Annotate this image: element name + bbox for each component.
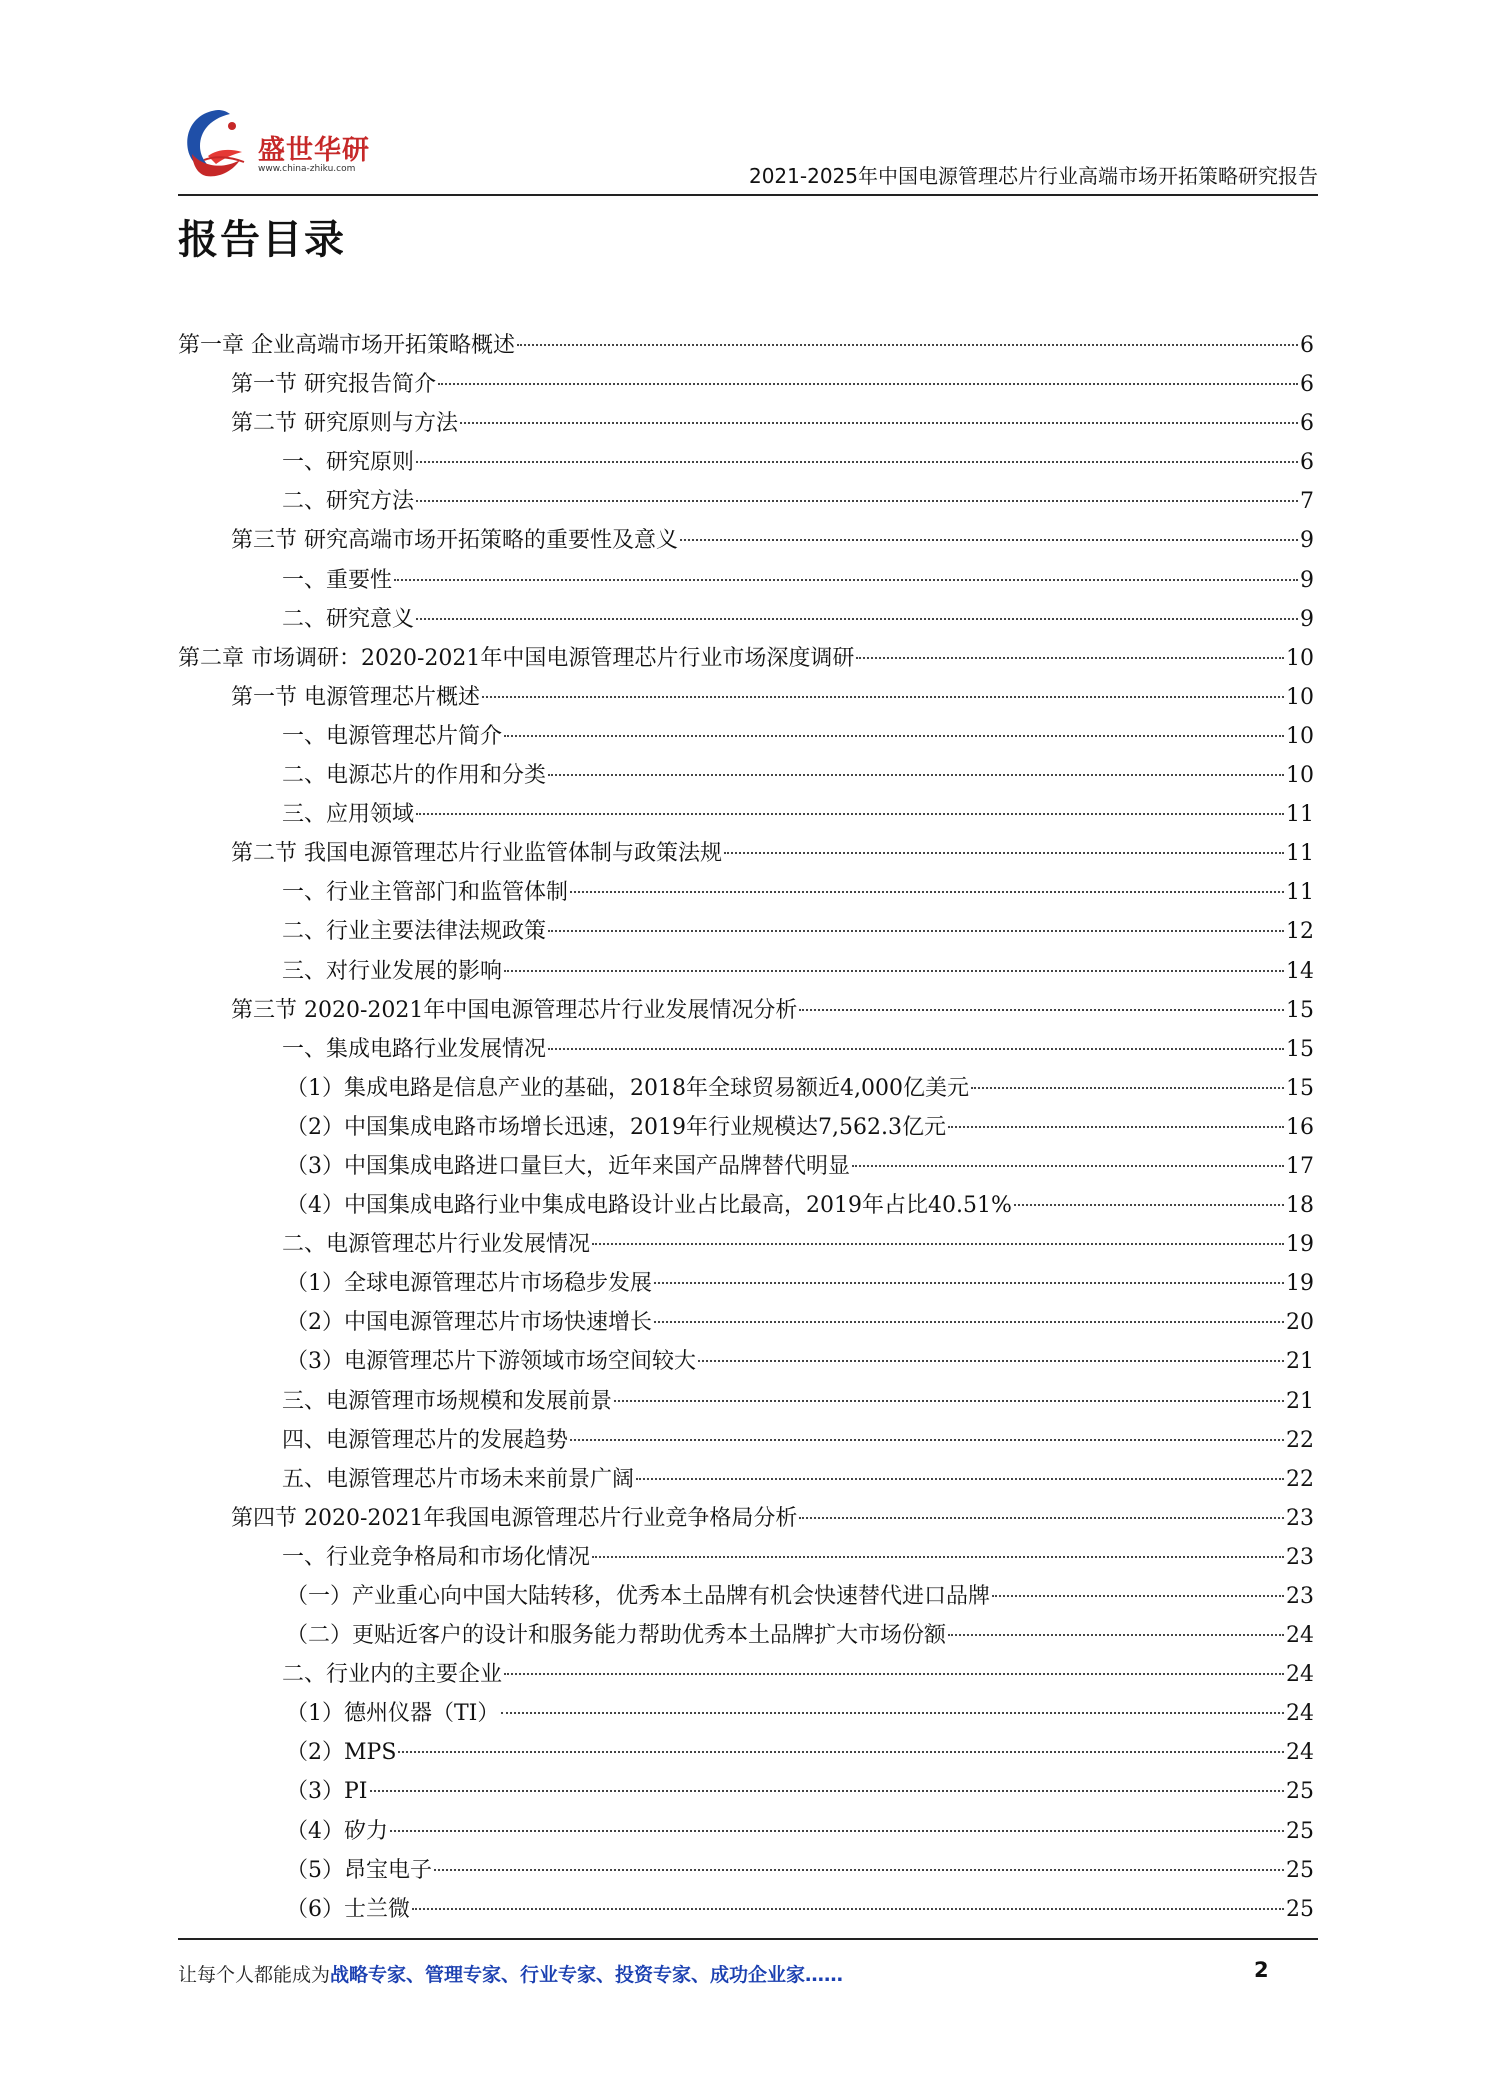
toc-dot-leader <box>548 928 1284 932</box>
toc-dot-leader <box>416 498 1298 502</box>
toc-entry-page: 6 <box>1300 333 1314 358</box>
toc-entry-page: 19 <box>1286 1232 1314 1258</box>
toc-entry-text: 第一章 企业高端市场开拓策略概述 <box>178 333 515 358</box>
toc-entry[interactable] <box>178 1421 1314 1460</box>
toc-entry-text: （1）德州仪器（TI） <box>286 1701 500 1727</box>
toc-entry[interactable] <box>178 1303 1314 1342</box>
toc-entry-text: （4）矽力 <box>286 1818 388 1844</box>
toc-entry-text: 第三节 2020-2021年中国电源管理芯片行业发展情况分析 <box>231 997 798 1023</box>
toc-entry-text: （6）士兰微 <box>286 1896 410 1922</box>
logo-name: 盛世华研 <box>258 135 370 166</box>
toc-entry-page: 10 <box>1286 723 1314 749</box>
logo-url: www.china-zhiku.com <box>258 164 356 174</box>
toc-entry[interactable] <box>178 1577 1314 1616</box>
toc-entry-page: 15 <box>1286 997 1314 1023</box>
toc-entry[interactable] <box>178 600 1314 639</box>
toc-entry-text: 三、对行业发展的影响 <box>282 958 503 984</box>
toc-entry-page: 11 <box>1286 880 1314 906</box>
toc-dot-leader <box>504 1671 1284 1675</box>
toc-entry-page: 9 <box>1300 606 1314 632</box>
toc-dot-leader <box>799 1515 1284 1519</box>
toc-entry[interactable] <box>178 678 1314 717</box>
toc-entry-page: 16 <box>1286 1114 1314 1140</box>
toc-entry-page: 6 <box>1300 411 1314 437</box>
toc-entry-page: 19 <box>1286 1271 1314 1297</box>
toc-dot-leader <box>948 1632 1284 1636</box>
toc-dot-leader <box>570 889 1284 893</box>
toc-dot-leader <box>654 1280 1284 1284</box>
toc-entry-page: 14 <box>1286 958 1314 984</box>
toc-dot-leader <box>482 694 1284 698</box>
toc-dot-leader <box>724 850 1284 854</box>
toc-entry-page: 7 <box>1300 489 1314 515</box>
toc-entry[interactable] <box>178 1069 1314 1108</box>
toc-entry-text: （二）更贴近客户的设计和服务能力帮助优秀本土品牌扩大市场份额 <box>286 1623 947 1649</box>
footer-slogan <box>178 1960 843 1987</box>
toc-entry-text: 二、电源管理芯片行业发展情况 <box>282 1232 591 1258</box>
toc-dot-leader <box>504 733 1284 737</box>
toc-entry-text: （3）中国集成电路进口量巨大，近年来国产品牌替代明显 <box>286 1153 850 1179</box>
toc-entry-page: 12 <box>1286 919 1314 945</box>
toc-entry[interactable] <box>178 1851 1314 1890</box>
toc-entry-text: 二、电源芯片的作用和分类 <box>282 763 547 789</box>
footer-slogan-suffix: …… <box>805 1964 844 1986</box>
toc-entry[interactable] <box>178 404 1314 443</box>
toc-entry[interactable] <box>178 1694 1314 1733</box>
toc-dot-leader <box>570 1437 1284 1441</box>
toc-dot-leader <box>416 459 1298 463</box>
toc-entry-page: 15 <box>1286 1036 1314 1062</box>
toc-dot-leader <box>680 537 1298 541</box>
toc-entry-text: 五、电源管理芯片市场未来前景广阔 <box>282 1466 635 1492</box>
toc-entry-text: 二、研究意义 <box>282 606 415 632</box>
page-number: 2 <box>1254 1958 1269 1982</box>
report-title: 2021-2025年中国电源管理芯片行业高端市场开拓策略研究报告 <box>748 164 1318 188</box>
toc-entry[interactable] <box>178 1655 1314 1694</box>
toc-dot-leader <box>548 772 1284 776</box>
toc-entry-page: 9 <box>1300 528 1314 554</box>
toc-entry[interactable] <box>178 834 1314 873</box>
toc-dot-leader <box>416 811 1284 815</box>
table-of-contents <box>178 326 1314 1929</box>
header-divider <box>178 194 1318 196</box>
toc-entry-text: 三、电源管理市场规模和发展前景 <box>282 1388 613 1414</box>
toc-entry-page: 17 <box>1286 1153 1314 1179</box>
toc-entry-page: 24 <box>1286 1701 1314 1727</box>
toc-entry[interactable] <box>178 365 1314 404</box>
toc-entry[interactable] <box>178 717 1314 756</box>
footer-slogan-prefix: 让每个人都能成为 <box>178 1964 331 1986</box>
toc-entry[interactable] <box>178 1342 1314 1381</box>
toc-entry-page: 10 <box>1286 763 1314 789</box>
toc-entry-page: 25 <box>1286 1779 1314 1805</box>
toc-entry-text: 一、集成电路行业发展情况 <box>282 1036 547 1062</box>
toc-entry-text: 一、行业竞争格局和市场化情况 <box>282 1544 591 1570</box>
toc-dot-leader <box>517 342 1298 346</box>
toc-entry-page: 10 <box>1286 645 1314 671</box>
toc-dot-leader <box>501 1710 1284 1714</box>
toc-entry[interactable] <box>178 1225 1314 1264</box>
toc-entry[interactable] <box>178 1616 1314 1655</box>
toc-entry-page: 24 <box>1286 1623 1314 1649</box>
toc-entry-page: 15 <box>1286 1075 1314 1101</box>
toc-entry-text: 二、研究方法 <box>282 489 415 515</box>
toc-entry[interactable] <box>178 756 1314 795</box>
toc-dot-leader <box>992 1593 1284 1597</box>
toc-entry[interactable] <box>178 1733 1314 1772</box>
toc-entry[interactable] <box>178 1812 1314 1851</box>
toc-entry-page: 18 <box>1286 1193 1314 1219</box>
toc-dot-leader <box>592 1241 1284 1245</box>
toc-entry-text: 第二节 研究原则与方法 <box>231 411 458 437</box>
toc-dot-leader <box>548 1046 1284 1050</box>
page-header <box>178 104 1318 196</box>
toc-entry[interactable] <box>178 1030 1314 1069</box>
toc-dot-leader <box>412 1906 1284 1910</box>
toc-entry-text: 三、应用领域 <box>282 802 415 828</box>
toc-entry[interactable] <box>178 482 1314 521</box>
toc-entry-page: 25 <box>1286 1857 1314 1883</box>
toc-entry-text: （一）产业重心向中国大陆转移，优秀本土品牌有机会快速替代进口品牌 <box>286 1584 991 1609</box>
toc-entry-page: 25 <box>1286 1896 1314 1922</box>
toc-entry-text: （4）中国集成电路行业中集成电路设计业占比最高，2019年占比40.51% <box>286 1193 1012 1219</box>
toc-entry-text: 第四节 2020-2021年我国电源管理芯片行业竞争格局分析 <box>231 1505 798 1531</box>
toc-entry[interactable] <box>178 1147 1314 1186</box>
footer-slogan-emphasis: 战略专家、管理专家、行业专家、投资专家、成功企业家 <box>330 1964 806 1986</box>
toc-entry-text: 四、电源管理芯片的发展趋势 <box>282 1427 569 1453</box>
toc-entry[interactable] <box>178 1499 1314 1538</box>
toc-entry[interactable] <box>178 1890 1314 1929</box>
toc-entry-page: 23 <box>1286 1584 1314 1609</box>
toc-entry-page: 24 <box>1286 1662 1314 1688</box>
toc-entry-text: 一、行业主管部门和监管体制 <box>282 880 569 906</box>
toc-entry-page: 22 <box>1286 1427 1314 1453</box>
toc-dot-leader <box>592 1554 1284 1558</box>
toc-entry-text: （1）全球电源管理芯片市场稳步发展 <box>286 1271 652 1297</box>
toc-entry[interactable] <box>178 1186 1314 1225</box>
toc-entry[interactable] <box>178 326 1314 365</box>
logo-swoosh-icon <box>178 104 258 188</box>
toc-entry-text: 第一节 电源管理芯片概述 <box>231 684 480 710</box>
toc-entry-text: （3）PI <box>286 1779 368 1805</box>
toc-dot-leader <box>434 1867 1284 1871</box>
toc-dot-leader <box>1014 1202 1284 1206</box>
toc-dot-leader <box>971 1085 1284 1089</box>
toc-entry-page: 6 <box>1300 372 1314 398</box>
toc-dot-leader <box>460 420 1298 424</box>
toc-entry[interactable] <box>178 873 1314 912</box>
toc-entry-text: 一、重要性 <box>282 567 393 593</box>
toc-entry[interactable] <box>178 795 1314 834</box>
toc-entry-page: 23 <box>1286 1544 1314 1570</box>
toc-entry-text: （2）中国集成电路市场增长迅速，2019年行业规模达7,562.3亿元 <box>286 1114 946 1140</box>
toc-entry-text: 第二章 市场调研：2020-2021年中国电源管理芯片行业市场深度调研 <box>178 645 855 671</box>
toc-entry[interactable] <box>178 1772 1314 1811</box>
toc-entry[interactable] <box>178 1108 1314 1147</box>
toc-entry-text: 第一节 研究报告简介 <box>231 372 436 398</box>
toc-dot-leader <box>852 1163 1284 1167</box>
toc-entry[interactable] <box>178 1382 1314 1421</box>
toc-entry-page: 20 <box>1286 1310 1314 1336</box>
toc-dot-leader <box>438 381 1298 385</box>
toc-entry-text: 一、电源管理芯片简介 <box>282 723 503 749</box>
footer-divider <box>178 1938 1318 1940</box>
toc-dot-leader <box>654 1319 1284 1323</box>
toc-dot-leader <box>398 1749 1284 1753</box>
toc-entry-text: （1）集成电路是信息产业的基础，2018年全球贸易额近4,000亿美元 <box>286 1075 969 1101</box>
toc-entry[interactable] <box>178 521 1314 560</box>
toc-entry[interactable] <box>178 561 1314 600</box>
toc-dot-leader <box>614 1398 1284 1402</box>
toc-dot-leader <box>416 616 1298 620</box>
toc-entry-page: 25 <box>1286 1818 1314 1844</box>
toc-entry[interactable] <box>178 952 1314 991</box>
toc-entry[interactable] <box>178 1264 1314 1303</box>
toc-entry[interactable] <box>178 443 1314 482</box>
toc-entry-page: 21 <box>1286 1388 1314 1414</box>
toc-dot-leader <box>370 1788 1285 1792</box>
toc-entry-page: 9 <box>1300 567 1314 593</box>
toc-dot-leader <box>698 1358 1284 1362</box>
toc-entry-text: 第二节 我国电源管理芯片行业监管体制与政策法规 <box>231 841 722 867</box>
toc-entry-page: 24 <box>1286 1740 1314 1766</box>
toc-entry-page: 22 <box>1286 1466 1314 1492</box>
toc-entry-page: 10 <box>1286 684 1314 710</box>
toc-entry[interactable] <box>178 912 1314 951</box>
toc-dot-leader <box>504 968 1284 972</box>
toc-dot-leader <box>856 655 1284 659</box>
toc-entry-text: （3）电源管理芯片下游领域市场空间较大 <box>286 1349 696 1375</box>
toc-entry-page: 11 <box>1286 841 1314 867</box>
toc-entry-page: 6 <box>1300 450 1314 476</box>
toc-entry-text: （2）MPS <box>286 1740 397 1766</box>
page-title: 报告目录 <box>178 217 346 263</box>
toc-dot-leader <box>636 1476 1284 1480</box>
toc-entry[interactable] <box>178 1460 1314 1499</box>
toc-entry[interactable] <box>178 639 1314 678</box>
toc-dot-leader <box>948 1124 1284 1128</box>
toc-entry-page: 23 <box>1286 1505 1314 1531</box>
company-logo <box>178 104 408 188</box>
toc-entry-text: 第三节 研究高端市场开拓策略的重要性及意义 <box>231 528 678 554</box>
toc-dot-leader <box>390 1828 1284 1832</box>
toc-entry-text: 二、行业内的主要企业 <box>282 1662 503 1688</box>
toc-entry-page: 21 <box>1286 1349 1314 1375</box>
toc-dot-leader <box>394 577 1298 581</box>
toc-entry-text: 二、行业主要法律法规政策 <box>282 919 547 945</box>
toc-entry-page: 11 <box>1286 802 1314 828</box>
toc-dot-leader <box>799 1007 1284 1011</box>
toc-entry[interactable] <box>178 991 1314 1030</box>
toc-entry-text: （2）中国电源管理芯片市场快速增长 <box>286 1310 652 1336</box>
toc-entry[interactable] <box>178 1538 1314 1577</box>
toc-entry-text: （5）昂宝电子 <box>286 1857 432 1883</box>
toc-entry-text: 一、研究原则 <box>282 450 415 476</box>
